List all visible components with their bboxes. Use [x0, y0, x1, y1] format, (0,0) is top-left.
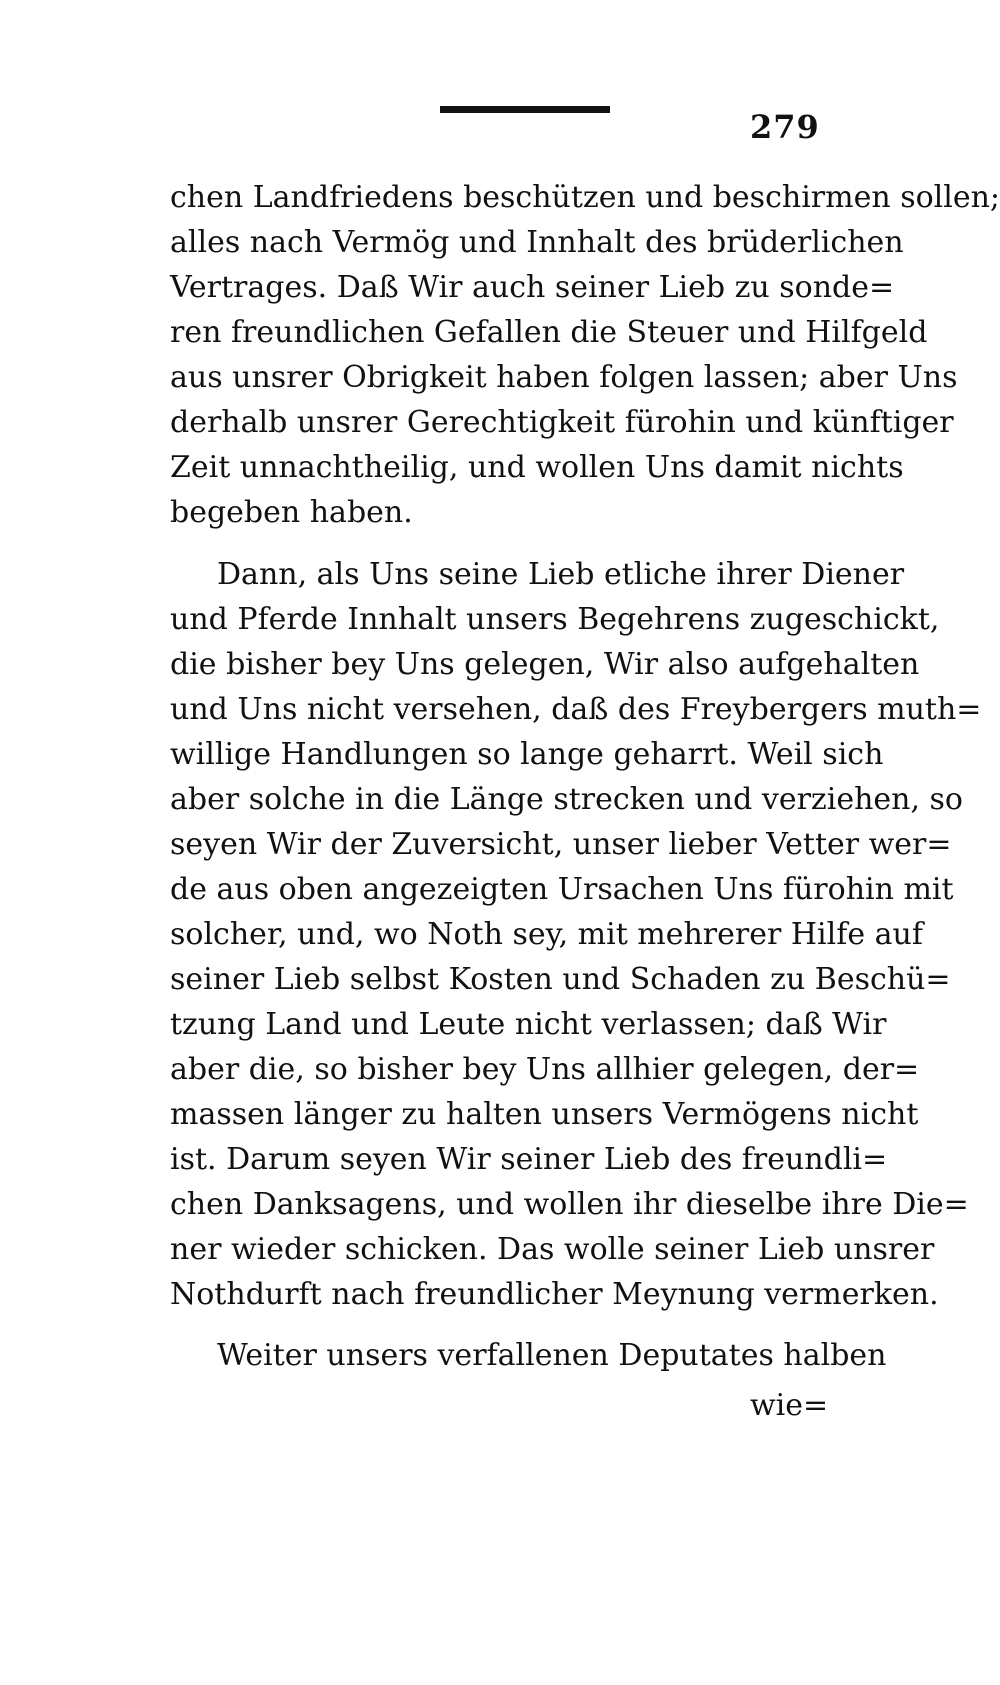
text-line: massen länger zu halten unsers Vermögens nicht: [170, 1097, 919, 1132]
text-line: Zeit unnachtheilig, und wollen Uns damit nichts: [170, 450, 904, 485]
text-line: de aus oben angezeigten Ursachen Uns fürohin mit: [170, 872, 954, 907]
text-line: chen Danksagens, und wollen ihr dieselbe ihre Die=: [170, 1187, 969, 1222]
text-line: seiner Lieb selbst Kosten und Schaden zu Beschü=: [170, 962, 951, 997]
text-line: Dann, als Uns seine Lieb etliche ihrer Diener: [217, 557, 905, 592]
text-line: Vertrages. Daß Wir auch seiner Lieb zu sonde=: [170, 270, 895, 305]
text-line: und Uns nicht versehen, daß des Freybergers muth=: [170, 692, 982, 727]
text-line: seyen Wir der Zuversicht, unser lieber Vetter wer=: [170, 827, 952, 862]
paragraph-3: [170, 1333, 887, 1378]
catchword: wie=: [750, 1388, 829, 1423]
page-number: 279: [750, 108, 820, 146]
text-line: chen Landfriedens beschützen und beschirmen sollen;: [170, 180, 1000, 215]
header-rule: [440, 106, 610, 113]
text-line: willige Handlungen so lange geharrt. Weil sich: [170, 737, 884, 772]
text-line: aus unsrer Obrigkeit haben folgen lassen; aber Uns: [170, 360, 958, 395]
text-line: ist. Darum seyen Wir seiner Lieb des freundli=: [170, 1142, 888, 1177]
text-line: aber solche in die Länge strecken und verziehen, so: [170, 782, 963, 817]
text-line: solcher, und, wo Noth sey, mit mehrerer Hilfe auf: [170, 917, 923, 952]
text-line: derhalb unsrer Gerechtigkeit fürohin und künftiger: [170, 405, 954, 440]
paragraph-2: [170, 552, 982, 1317]
text-line: die bisher bey Uns gelegen, Wir also aufgehalten: [170, 647, 920, 682]
text-line: tzung Land und Leute nicht verlassen; daß Wir: [170, 1007, 887, 1042]
text-line: und Pferde Innhalt unsers Begehrens zugeschickt,: [170, 602, 940, 637]
text-line: aber die, so bisher bey Uns allhier gelegen, der=: [170, 1052, 920, 1087]
text-line: ren freundlichen Gefallen die Steuer und Hilfgeld: [170, 315, 928, 350]
paragraph-1: [170, 175, 1000, 535]
text-line: alles nach Vermög und Innhalt des brüderlichen: [170, 225, 904, 260]
text-line: ner wieder schicken. Das wolle seiner Lieb unsrer: [170, 1232, 935, 1267]
text-line: Weiter unsers verfallenen Deputates halben: [217, 1338, 887, 1373]
text-line: begeben haben.: [170, 495, 413, 530]
text-line: Nothdurft nach freundlicher Meynung vermerken.: [170, 1277, 939, 1312]
